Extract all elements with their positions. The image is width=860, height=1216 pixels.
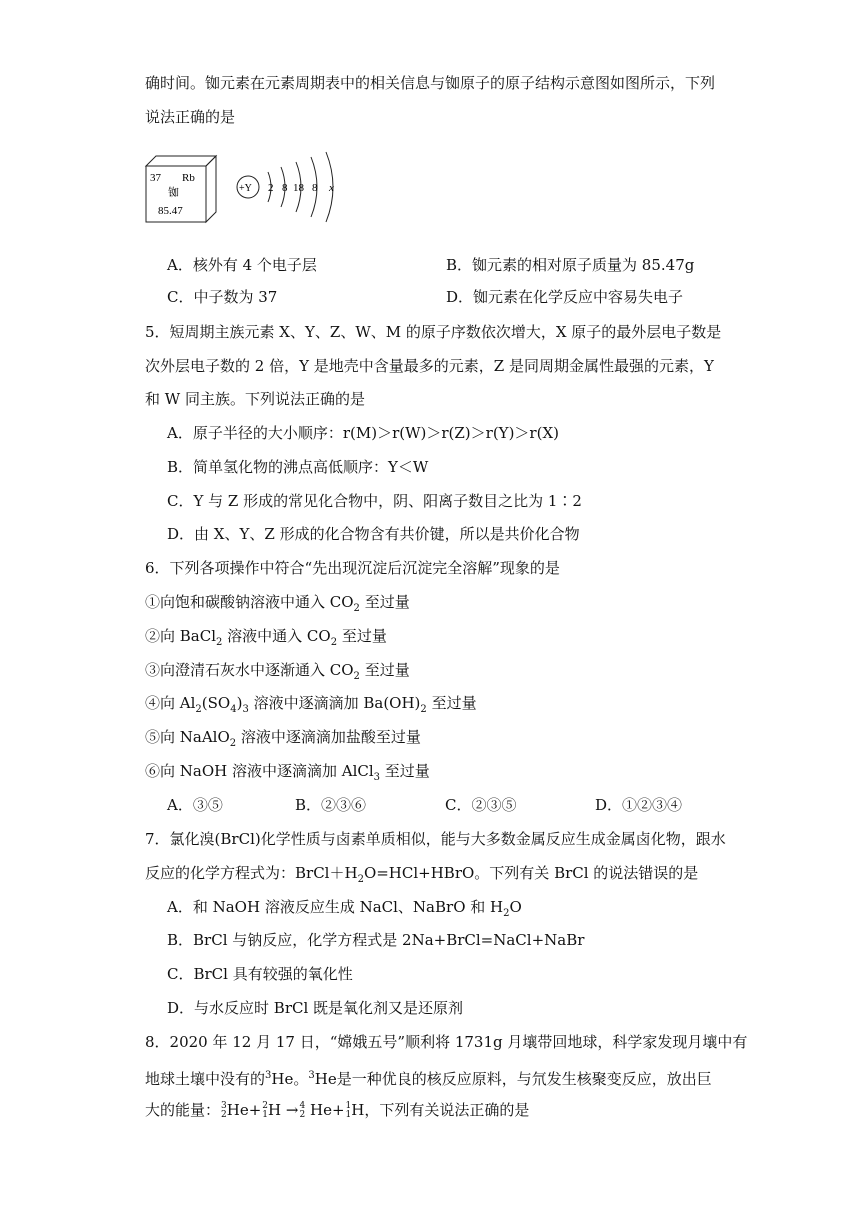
shell-count-5: x (329, 182, 334, 194)
q6-item-1: ①向饱和碳酸钠溶液中通入 $CO_2$ 至过量 (145, 593, 410, 614)
q5-stem-1: 5．短周期主族元素 X、Y、Z、W、M 的原子序数依次增大，X 原子的最外层电子数是 (145, 323, 722, 341)
nuclide-1-numbers: 3 2 (221, 1101, 227, 1120)
nuclide-2-numbers: 2 1 (262, 1101, 269, 1120)
q5-option-b: B．简单氢化物的沸点高低顺序：Y＜W (167, 458, 429, 476)
q6-item-4: ④向 $Al_2(SO_4)_3$ 溶液中逐滴滴加 $Ba(OH)_2$ 至过量 (145, 694, 477, 715)
shell-count-1: 2 (268, 182, 274, 194)
q5-stem-2: 次外层电子数的 2 倍，Y 是地壳中含量最多的元素，Z 是同周期金属性最强的元素，Y (145, 357, 714, 375)
reaction-arrow: → (285, 1101, 299, 1119)
intro-line-1: 确时间。铷元素在元素周期表中的相关信息与铷原子的原子结构示意图如图所示，下列 (145, 74, 716, 92)
nuclide-4-numbers: 1 1 (345, 1101, 352, 1120)
q7-stem-2: 反应的化学方程式为：$BrCl+H_2O=HCl+HBrO$。下列有关 BrCl 的说法错误的是 (145, 864, 699, 885)
q6-item-5: ⑤向 NaAlO$_2$ 溶液中逐滴滴加盐酸至过量 (145, 728, 421, 749)
q4-option-c: C．中子数为 37 (167, 288, 278, 306)
q5-option-c: C．Y 与 Z 形成的常见化合物中，阴、阳离子数目之比为 1∶2 (167, 492, 582, 510)
q7-option-c: C．BrCl 具有较强的氧化性 (167, 965, 353, 983)
q6-item-2: ②向 BaCl$_2$ 溶液中通入 $CO_2$ 至过量 (145, 627, 387, 648)
atomic-number: 37 (150, 172, 161, 184)
q5-stem-3: 和 W 同主族。下列说法正确的是 (145, 390, 365, 408)
q4-option-a: A．核外有 4 个电子层 (167, 256, 317, 274)
q4-option-b: B．铷元素的相对原子质量为 85.47g (446, 256, 695, 274)
element-symbol: Rb (182, 172, 195, 184)
q5-option-a: A．原子半径的大小顺序：r(M)＞r(W)＞r(Z)＞r(Y)＞r(X) (167, 424, 559, 442)
q7-option-a: A．和 NaOH 溶液反应生成 NaCl、NaBrO 和 $H_2O$ (167, 898, 522, 919)
q6-option-c: C．②③⑤ (445, 796, 517, 814)
shell-count-2: 8 (282, 182, 288, 194)
q5-option-d: D．由 X、Y、Z 形成的化合物含有共价键，所以是共价化合物 (167, 525, 580, 543)
box-top (146, 156, 216, 166)
q8-stem-1: 8．2020 年 12 月 17 日，“嫦娥五号”顺利将 1731g 月壤带回地球，科学家发现月壤中有 (145, 1033, 748, 1051)
rubidium-figure (140, 150, 360, 230)
q8-stem-2: 地球土壤中没有的$^3$He。$^3$He是一种优良的核反应原料，与氘发生核聚变反应，放出巨 (145, 1070, 712, 1088)
q4-option-d: D．铷元素在化学反应中容易失电子 (446, 288, 684, 306)
q7-option-b: B．BrCl 与钠反应，化学方程式是 2Na+BrCl=NaCl+NaBr (167, 931, 585, 949)
q6-item-3: ③向澄清石灰水中逐渐通入 $CO_2$ 至过量 (145, 661, 410, 682)
q7-stem-1: 7．氯化溴(BrCl)化学性质与卤素单质相似，能与大多数金属反应生成金属卤化物，跟水 (145, 830, 726, 848)
q7-option-d: D．与水反应时 BrCl 既是氧化剂又是还原剂 (167, 999, 464, 1017)
q6-option-b: B．②③⑥ (295, 796, 367, 814)
q6-option-d: D．①②③④ (595, 796, 683, 814)
shell-count-4: 8 (312, 182, 318, 194)
rubidium-diagram (140, 150, 360, 230)
box-side (206, 156, 216, 222)
q6-option-a: A．③⑤ (167, 796, 223, 814)
q8-stem-3: 大的能量： 3 2 He+ 2 1 H → 4 2 He+ 1 1 H，下列有关说法正确的是 (145, 1101, 530, 1120)
nuclide-3-numbers: 4 2 (299, 1101, 306, 1120)
nucleus-charge: +Y (239, 183, 252, 194)
intro-line-2: 说法正确的是 (145, 108, 236, 126)
atomic-mass: 85.47 (158, 205, 183, 217)
shell-count-3: 18 (293, 182, 304, 194)
q6-stem: 6．下列各项操作中符合“先出现沉淀后沉淀完全溶解”现象的是 (145, 559, 560, 577)
element-name: 铷 (168, 186, 179, 199)
q6-item-6: ⑥向 NaOH 溶液中逐滴滴加 AlCl$_3$ 至过量 (145, 762, 430, 783)
